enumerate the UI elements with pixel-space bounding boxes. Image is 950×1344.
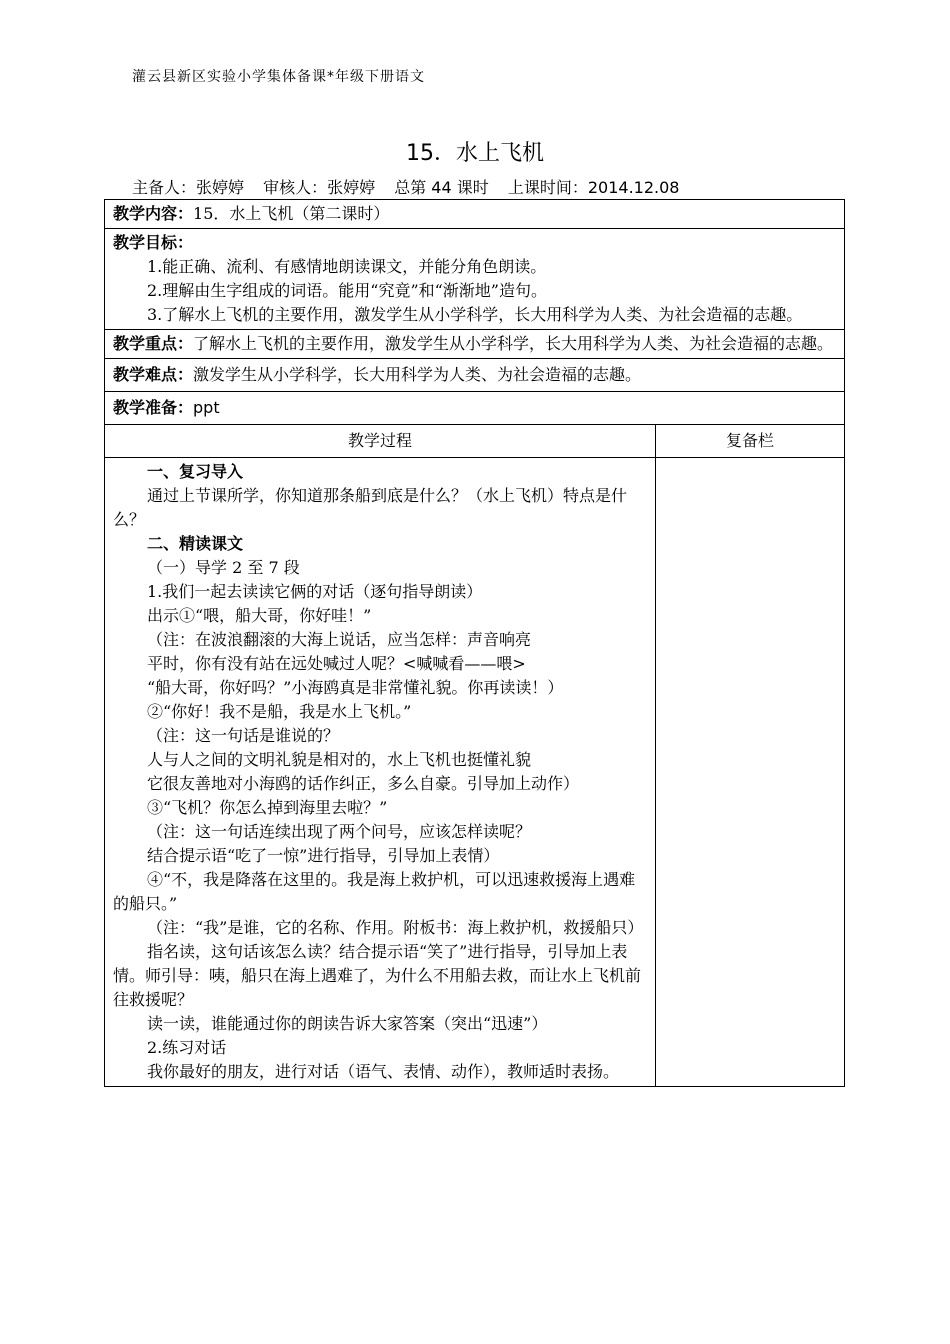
process-line: 平时，你有没有站在远处喊过人呢？<喊喊看——喂> [147,654,526,673]
page-header: 灌云县新区实验小学集体备课*年级下册语文 [132,69,425,85]
content-value: 15．水上飞机（第二课时） [193,204,390,223]
process-line: 通过上节课所学，你知道那条船到底是什么？（水上飞机）特点是什么？ [113,486,628,529]
lesson-plan-table [104,199,845,1087]
process-line: 一、复习导入 [147,462,244,481]
process-line: （一）导学 2 至 7 段 [147,558,300,577]
process-line: ②“你好！我不是船，我是水上飞机。” [147,702,412,721]
process-line: 指名读，这句话该怎么读？结合提示语“笑了”进行指导，引导加上表情。师引导：咦，船只在海上遇难了，为什么不用船去救，而让水上飞机前往救援呢？ [113,942,642,1009]
class-date: 上课时间：2014.12.08 [507,178,680,197]
process-line: （注：这一句话连续出现了两个问号，应该怎样读呢？ [147,822,532,841]
notes-cell[interactable] [656,458,845,1087]
goals-row [105,229,845,330]
total-lessons: 总第 44 课时 [394,178,489,197]
key-points-label: 教学重点： [113,334,194,353]
process-column-header: 教学过程 [105,425,656,458]
content-label: 教学内容： [113,204,194,223]
process-line: ④“不，我是降落在这里的。我是海上救护机，可以迅速救援海上遇难的船只。” [113,870,636,913]
notes-column-header: 复备栏 [656,425,845,458]
goal-item: 3.了解水上飞机的主要作用，激发学生从小学科学，长大用科学为人类、为社会造福的志趣。 [147,305,803,324]
process-line: 1.我们一起去读读它俩的对话（逐句指导朗读） [147,582,483,601]
difficulties-value: 激发学生从小学科学，长大用科学为人类、为社会造福的志趣。 [193,365,642,384]
reviewer: 审核人：张婷婷 [263,178,376,197]
process-line: 二、精读课文 [147,534,244,553]
process-line: 读一读，谁能通过你的朗读告诉大家答案（突出“迅速”） [147,1014,548,1033]
column-header-row [105,425,845,458]
preparer: 主备人：张婷婷 [132,178,245,197]
key-points-row [105,330,845,359]
process-line: 它很友善地对小海鸥的话作纠正，多么自豪。引导加上动作） [147,774,580,793]
process-line: 出示①“喂，船大哥，你好哇！” [147,606,372,625]
process-line: 结合提示语“吃了一惊”进行指导，引导加上表情） [147,846,500,865]
difficulties-row [105,359,845,392]
process-line: 我你最好的朋友，进行对话（语气、表情、动作），教师适时表扬。 [147,1062,620,1081]
preparation-value: ppt [193,398,220,417]
process-line: 2.练习对话 [147,1038,227,1057]
process-line: （注：在波浪翻滚的大海上说话，应当怎样：声音响亮 [147,630,532,649]
process-row [105,458,845,1087]
goal-item: 1.能正确、流利、有感情地朗读课文，并能分角色朗读。 [147,257,547,276]
goal-item: 2.理解由生字组成的词语。能用“究竟”和“渐渐地”造句。 [147,281,547,300]
preparation-label: 教学准备： [113,398,194,417]
difficulties-label: 教学难点： [113,365,194,384]
goals-label: 教学目标： [113,233,194,252]
lesson-meta [132,175,693,198]
process-line: “船大哥，你好吗？”小海鸥真是非常懂礼貌。你再读读！） [147,678,564,697]
lesson-title: 15．水上飞机 [406,141,544,166]
process-line: （注：“我”是谁，它的名称、作用。附板书：海上救护机，救援船只） [147,918,644,937]
key-points-value: 了解水上飞机的主要作用，激发学生从小学科学，长大用科学为人类、为社会造福的志趣。 [193,334,834,353]
process-line: ③“飞机？你怎么掉到海里去啦？” [147,798,388,817]
preparation-row [105,392,845,425]
process-line: 人与人之间的文明礼貌是相对的，水上飞机也挺懂礼貌 [147,750,532,769]
content-row [105,200,845,229]
process-cell [105,458,656,1087]
process-line: （注：这一句话是谁说的？ [147,726,340,745]
